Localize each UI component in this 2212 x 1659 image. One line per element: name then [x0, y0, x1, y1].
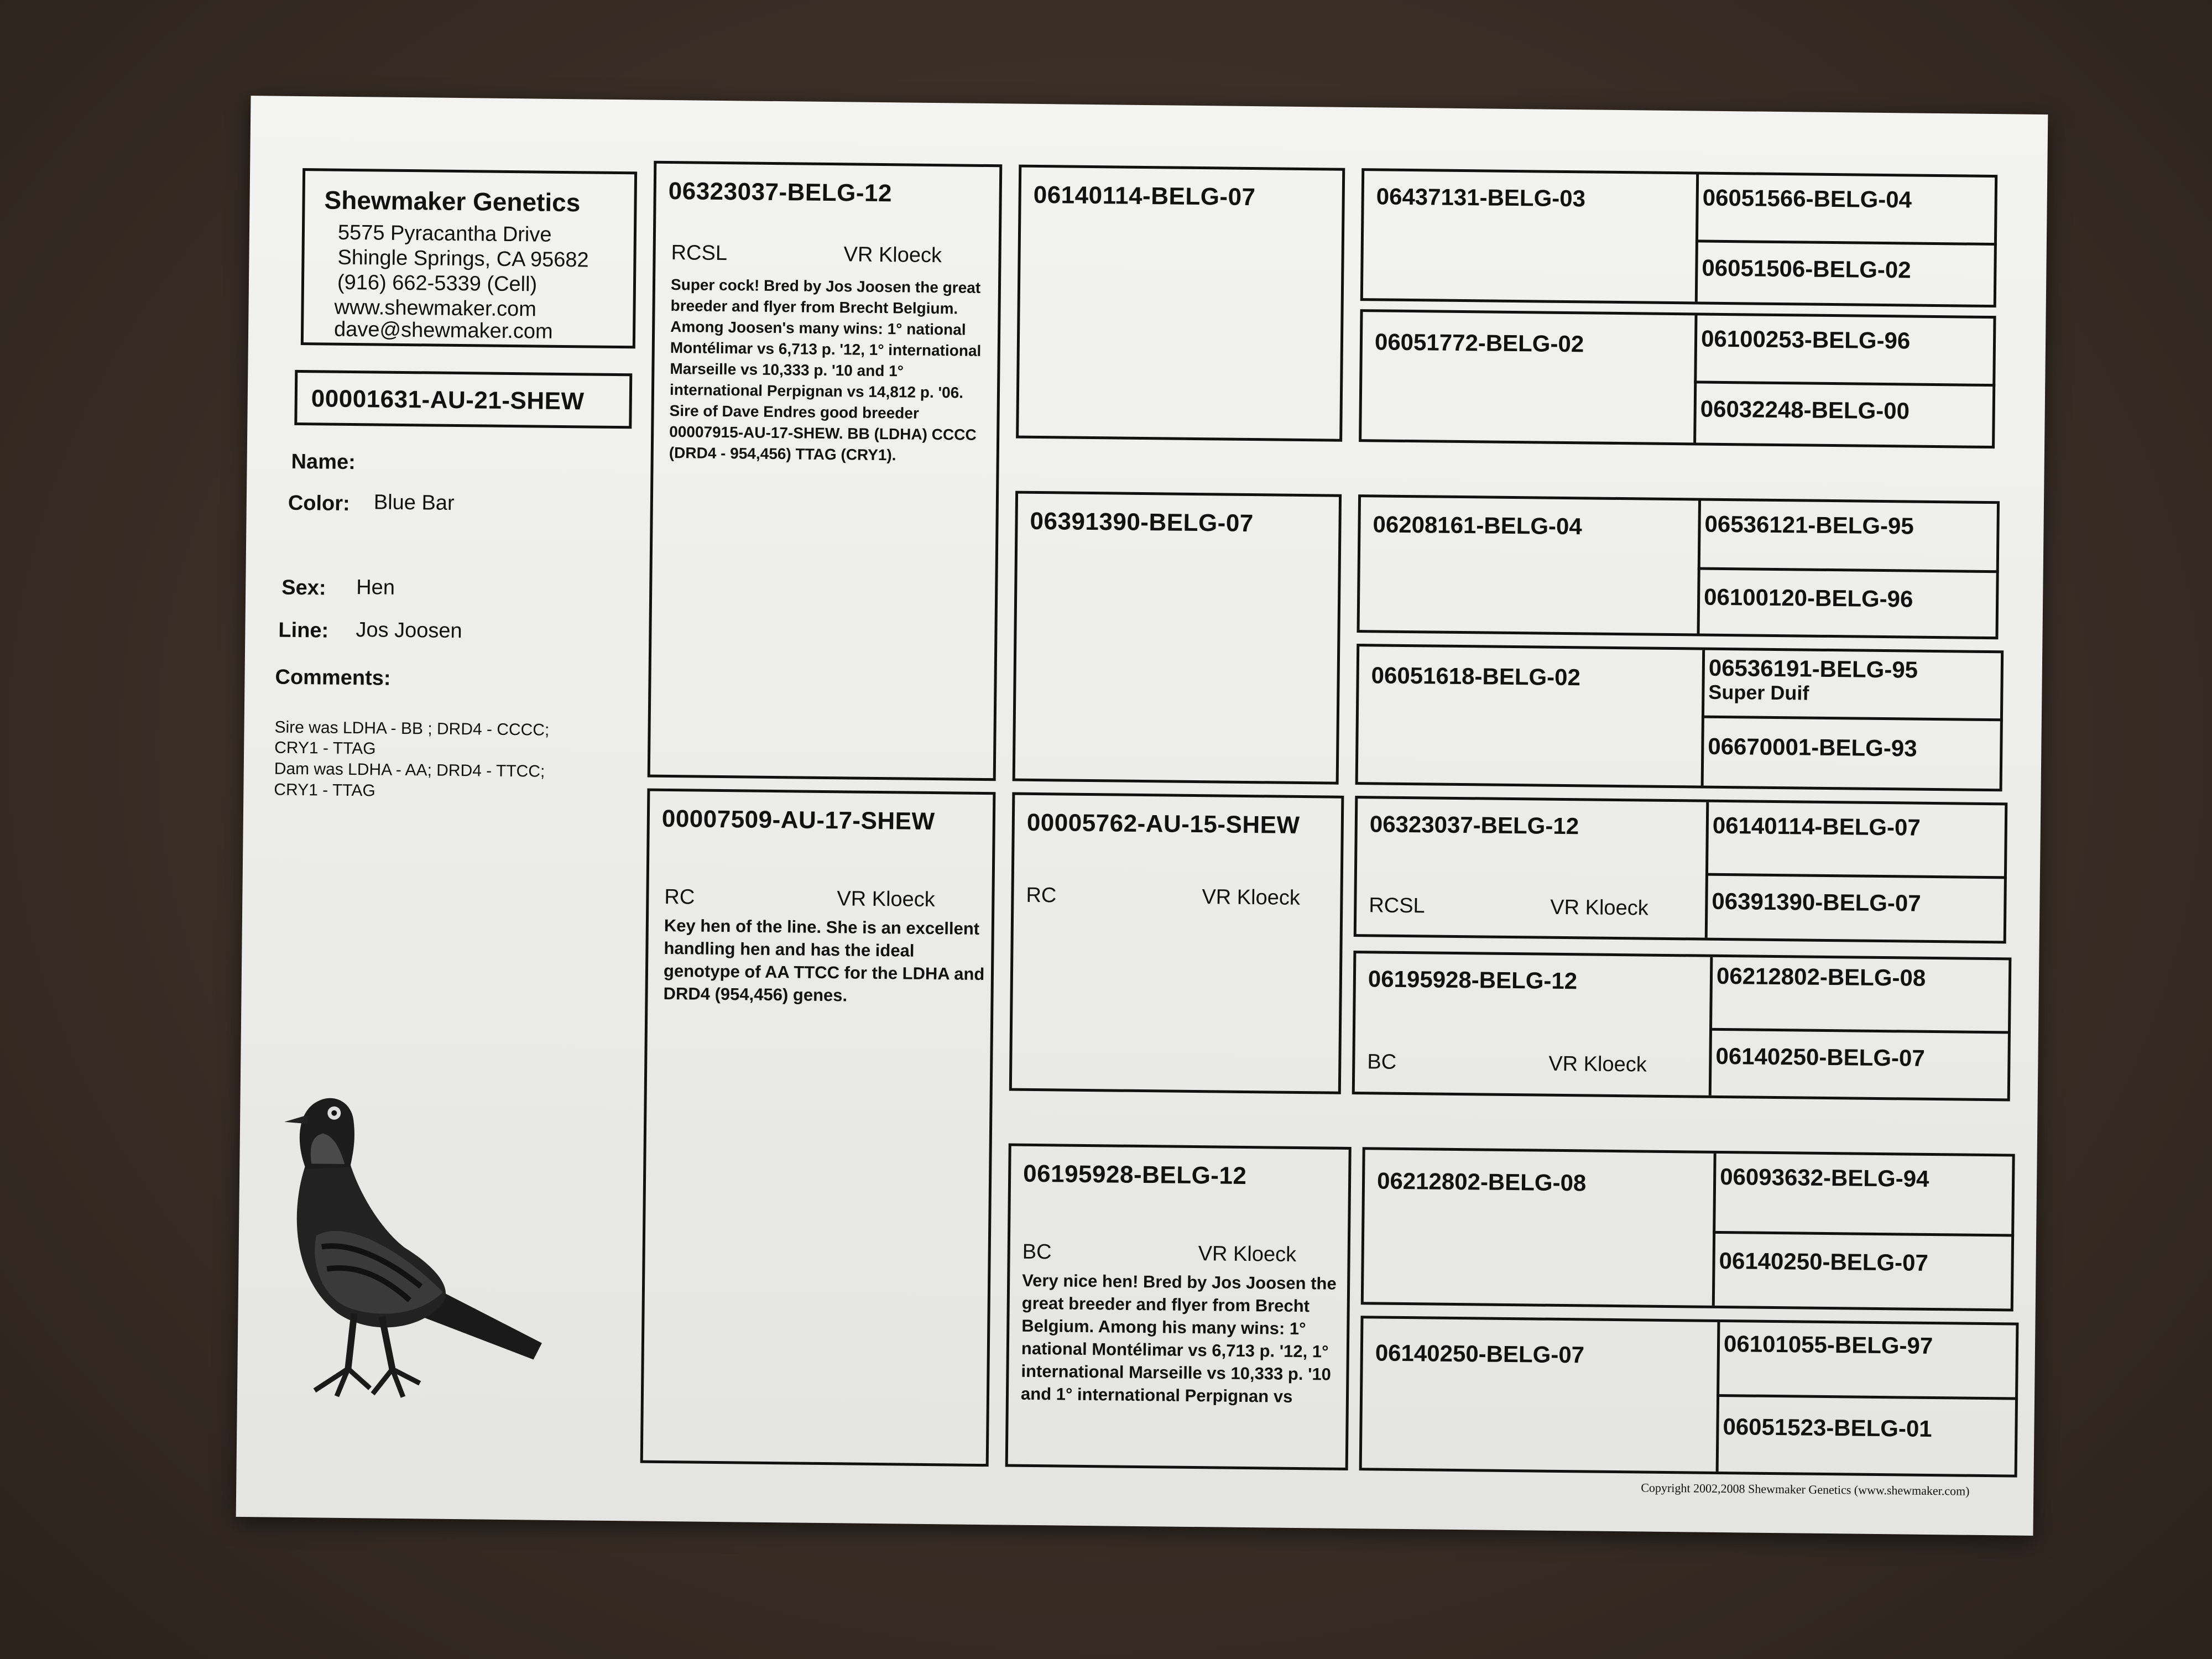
ggp-box-7 [1361, 1147, 2015, 1311]
comment-line-1: Sire was LDHA - BB ; DRD4 - CCCC; [274, 718, 550, 739]
ggp-box-3 [1357, 494, 2000, 639]
grandsire-sire-box [1016, 165, 1345, 442]
ggp-7-parent-2: 06140250-BELG-07 [1719, 1247, 1929, 1276]
dam-notes: Key hen of the line. She is an excellent handling hen and has the ideal genotype of AA TTCC for the LDHA and DRD4 (954,456) genes. [663, 915, 985, 1005]
ggp-5-breeder: VR Kloeck [1550, 895, 1648, 920]
gp-dd-color: BC [1022, 1240, 1052, 1264]
breeder-info-box [301, 168, 637, 348]
ggp-1-parent-2: 06051506-BELG-02 [1702, 254, 1911, 283]
granddam-sire-box [1013, 491, 1342, 785]
ggp-box-1 [1360, 168, 1997, 307]
ggp-2-band: 06051772-BELG-02 [1374, 328, 1584, 357]
dam-breeder: VR Kloeck [837, 887, 936, 912]
dam-box [640, 789, 996, 1467]
gp-dd-breeder: VR Kloeck [1198, 1242, 1297, 1266]
ggp-4-parent-2: 06670001-BELG-93 [1708, 733, 1917, 761]
ggp-6-band: 06195928-BELG-12 [1368, 966, 1578, 994]
sire-box [648, 161, 1003, 781]
ggp-box-5 [1354, 796, 2008, 943]
ggp-5-color: RCSL [1369, 894, 1425, 918]
line-value: Jos Joosen [356, 618, 462, 643]
dam-color: RC [664, 885, 695, 909]
bird-band-box [294, 370, 632, 429]
grandsire-dam-box [1009, 792, 1344, 1094]
line-label: Line: [278, 618, 329, 643]
ggp-7-parent-1: 06093632-BELG-94 [1719, 1163, 1929, 1192]
gp-ds-color: RC [1026, 883, 1057, 907]
ggp-7-band: 06212802-BELG-08 [1376, 1167, 1587, 1196]
ggp-box-6 [1352, 951, 2012, 1101]
comments-label: Comments: [275, 665, 391, 690]
ggp-4-band: 06051618-BELG-02 [1371, 662, 1581, 691]
gp-ds-band: 00005762-AU-15-SHEW [1026, 808, 1300, 839]
comment-line-4: CRY1 - TTAG [274, 780, 375, 800]
ggp-3-parent-2: 06100120-BELG-96 [1703, 583, 1913, 612]
breeder-name: Shewmaker Genetics [324, 185, 581, 217]
dam-band: 00007509-AU-17-SHEW [661, 805, 935, 836]
gp-ss-band: 06140114-BELG-07 [1033, 181, 1256, 211]
ggp-6-parent-2: 06140250-BELG-07 [1715, 1042, 1925, 1071]
ggp-1-parent-1: 06051566-BELG-04 [1702, 184, 1912, 213]
granddam-dam-box [1005, 1144, 1352, 1470]
ggp-4-parent-note: Super Duif [1708, 680, 1809, 705]
sex-label: Sex: [281, 576, 326, 600]
ggp-3-parent-1: 06536121-BELG-95 [1704, 510, 1914, 539]
pedigree-sheet [236, 96, 2048, 1536]
ggp-2-parent-1: 06100253-BELG-96 [1700, 325, 1911, 354]
gp-dd-band: 06195928-BELG-12 [1022, 1160, 1247, 1190]
sire-breeder: VR Kloeck [843, 243, 942, 268]
breeder-address-2: Shingle Springs, CA 95682 [337, 246, 589, 272]
ggp-8-parent-1: 06101055-BELG-97 [1723, 1331, 1933, 1359]
gp-ds-breeder: VR Kloeck [1202, 885, 1301, 910]
ggp-box-2 [1359, 309, 1996, 448]
name-label: Name: [291, 450, 356, 474]
gp-dd-notes: Very nice hen! Bred by Jos Joosen the great breeder and flyer from Brecht Belgium. Among his many wins: 1° national Montélimar vs 6,713 p. '12, 1° international Marseille vs 10,333 p. '10 and 1° international Perpignan vs [1020, 1270, 1337, 1406]
breeder-website: www.shewmaker.com [334, 295, 537, 321]
bird-band: 00001631-AU-21-SHEW [311, 385, 585, 415]
breeder-email: dave@shewmaker.com [333, 317, 553, 343]
ggp-box-8 [1359, 1316, 2019, 1477]
color-label: Color: [288, 491, 350, 515]
ggp-3-band: 06208161-BELG-04 [1373, 511, 1583, 540]
ggp-5-band: 06323037-BELG-12 [1369, 811, 1579, 839]
gp-sd-band: 06391390-BELG-07 [1030, 507, 1254, 538]
sire-band: 06323037-BELG-12 [668, 177, 893, 207]
ggp-6-breeder: VR Kloeck [1548, 1052, 1647, 1077]
ggp-box-4 [1355, 644, 2004, 791]
ggp-5-parent-2: 06391390-BELG-07 [1712, 888, 1921, 916]
sex-value: Hen [356, 576, 395, 599]
breeder-address-1: 5575 Pyracantha Drive [337, 221, 552, 247]
ggp-4-parent-1: 06536191-BELG-95 [1708, 654, 1918, 683]
ggp-8-parent-2: 06051523-BELG-01 [1723, 1413, 1932, 1442]
ggp-5-parent-1: 06140114-BELG-07 [1712, 812, 1921, 841]
color-value: Blue Bar [373, 491, 455, 515]
ggp-8-band: 06140250-BELG-07 [1375, 1339, 1585, 1368]
comment-line-3: Dam was LDHA - AA; DRD4 - TTCC; [274, 759, 545, 781]
pigeon-illustration [253, 1080, 566, 1426]
ggp-1-band: 06437131-BELG-03 [1376, 183, 1586, 212]
breeder-phone: (916) 662-5339 (Cell) [337, 270, 538, 296]
ggp-6-color: BC [1367, 1050, 1397, 1074]
ggp-2-parent-2: 06032248-BELG-00 [1700, 395, 1910, 424]
comment-line-2: CRY1 - TTAG [274, 738, 376, 758]
copyright: Copyright 2002,2008 Shewmaker Genetics (www.shewmaker.com) [1641, 1480, 1970, 1498]
sire-color: RCSL [671, 241, 728, 265]
sire-notes: Super cock! Bred by Jos Joosen the great breeder and flyer from Brecht Belgium. Among Joosen's many wins: 1° national Montélimar vs 6,713 p. '12, 1° international Marseille vs 10,333 p. '10 and 1° international Perpignan vs 14,812 p. '06. Sire of Dave Endres good breeder 00007915-AU-17-SHEW. BB (LDHA) CCCC (DRD4 - 954,456) TTAG (CRY1). [669, 276, 982, 464]
ggp-6-parent-1: 06212802-BELG-08 [1716, 962, 1926, 991]
